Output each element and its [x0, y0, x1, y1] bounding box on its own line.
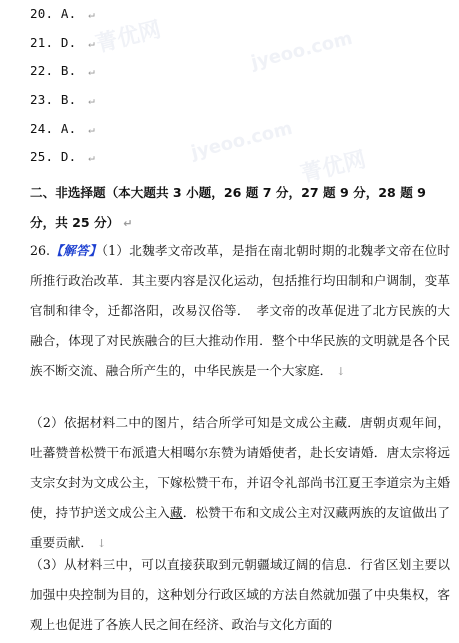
paragraph-text: ．松赞干布和文成公主对汉藏两族的友谊做出了重要贡献．	[30, 505, 451, 550]
return-mark: ↵	[88, 123, 95, 136]
question-number: 26.	[30, 243, 51, 258]
section-title: 二、非选择题（本大题共 3 小题，26 题 7 分，27 题 9 分，28 题 9 分，共 25 分）	[30, 185, 426, 230]
line-break-mark: ↓	[96, 537, 107, 550]
paragraph-text: （2）依据材料二中的图片，结合所学可知是文成公主藏．唐朝贞观年间，吐蕃赞普松赞干布派遣大相噶尔东赞为请婚使者，赴长安请婚．唐太宗将远支宗女封为文成公主，下嫁松赞干布，并诏令礼部尚书江夏王李道宗为主婚使，持节护送文成公主入	[30, 415, 450, 520]
paragraph-text: （1）北魏孝文帝改革，是指在南北朝时期的北魏孝文帝在位时所推行政治改革．其主要内容是汉化运动，包括推行均田制和户调制，变革官制和律令，迁都洛阳，改易汉俗等． 孝文帝的改革促进了北方民族的大融合，体现了对民族融合的巨大推动作用．整个中华民族的文明就是各个民族不断交流、融合所产生的，中华民族是一个大家庭．	[30, 243, 451, 378]
answer-paragraph	[30, 550, 450, 640]
answer-row	[30, 35, 95, 50]
answer-choice: A.	[60, 6, 77, 21]
answer-number: 25.	[30, 149, 54, 164]
return-mark: ↵	[88, 65, 95, 78]
answer-number: 22.	[30, 63, 54, 78]
answer-choice: D.	[60, 35, 77, 50]
return-mark: ↵	[88, 94, 95, 107]
answer-choice: D.	[60, 149, 77, 164]
return-mark: ↵	[88, 8, 95, 21]
watermark: 菁优网	[93, 17, 164, 58]
watermark: 菁优网	[298, 147, 369, 188]
answer-number: 20.	[30, 6, 54, 21]
answer-paragraph	[30, 236, 450, 387]
line-break-mark: ↓	[336, 365, 346, 378]
answer-row	[30, 6, 95, 21]
answer-row	[30, 92, 95, 107]
solution-tag: 【解答】	[50, 243, 102, 258]
answer-number: 23.	[30, 92, 54, 107]
answer-paragraph	[30, 408, 450, 559]
answer-choice: B.	[60, 92, 77, 107]
answer-row	[30, 63, 95, 78]
return-mark: ↵	[123, 217, 133, 230]
watermark: jyeoo.com	[248, 27, 355, 74]
paragraph-text: （3）从材料三中，可以直接获取到元朝疆域辽阔的信息．行省区划主要以加强中央控制为目的，这种划分行政区域的方法自然就加强了中央集权，客观上也促进了各族人民之间在经济、政治与文化方面的	[30, 557, 450, 632]
answer-number: 24.	[30, 121, 54, 136]
section-heading	[30, 178, 450, 239]
return-mark: ↵	[88, 151, 95, 164]
answer-choice: A.	[60, 121, 77, 136]
answer-number: 21.	[30, 35, 54, 50]
answer-choice: B.	[60, 63, 77, 78]
underlined-word: 藏	[170, 505, 183, 520]
watermark: jyeoo.com	[188, 117, 295, 164]
answer-row	[30, 149, 95, 164]
return-mark: ↵	[88, 37, 95, 50]
answer-row	[30, 121, 95, 136]
